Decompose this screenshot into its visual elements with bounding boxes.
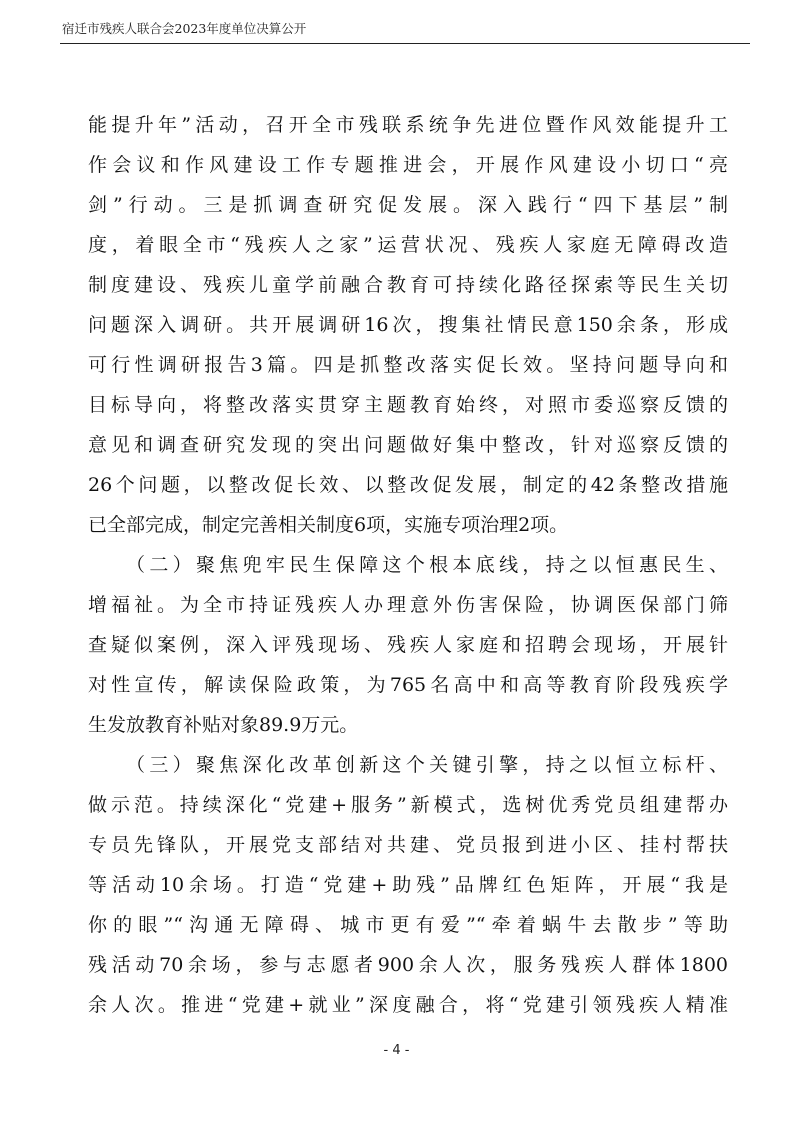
text-line: 26个问题，以整改促长效、以整改促发展，制定的42条整改措施	[88, 474, 728, 496]
text-line: 增福祉。为全市持证残疾人办理意外伤害保险，协调医保部门筛	[88, 594, 728, 616]
document-body	[88, 105, 728, 1025]
text-line: 意见和调查研究发现的突出问题做好集中整改，针对巡察反馈的	[88, 434, 728, 456]
text-line: 制度建设、残疾儿童学前融合教育可持续化路径探索等民生关切	[88, 274, 728, 296]
header-title: 宿迁市残疾人联合会2023年度单位决算公开	[62, 21, 307, 36]
text-line: 等活动10余场。打造“党建+助残”品牌红色矩阵，开展“我是	[88, 874, 728, 896]
text-line: 查疑似案例，深入评残现场、残疾人家庭和招聘会现场，开展针	[88, 634, 728, 656]
page-header	[60, 21, 750, 44]
text-line: 生发放教育补贴对象89.9万元。	[88, 714, 359, 736]
section-heading-2: （二）聚焦兜牢民生保障这个根本底线，持之以恒惠民生、	[126, 554, 728, 576]
text-line: 度，着眼全市“残疾人之家”运营状况、残疾人家庭无障碍改造	[88, 234, 728, 256]
text-line: 作会议和作风建设工作专题推进会，开展作风建设小切口“亮	[88, 154, 728, 176]
text-line: 专员先锋队，开展党支部结对共建、党员报到进小区、挂村帮扶	[88, 834, 728, 856]
text-line: 余人次。推进“党建+就业”深度融合，将“党建引领残疾人精准	[88, 994, 728, 1016]
text-line: 能提升年”活动，召开全市残联系统争先进位暨作风效能提升工	[88, 114, 728, 136]
section-heading-3: （三）聚焦深化改革创新这个关键引擎，持之以恒立标杆、	[126, 754, 728, 776]
text-line: 可行性调研报告3篇。四是抓整改落实促长效。坚持问题导向和	[88, 354, 728, 376]
text-line: 剑”行动。三是抓调查研究促发展。深入践行“四下基层”制	[88, 194, 728, 216]
text-line: 做示范。持续深化“党建+服务”新模式，选树优秀党员组建帮办	[88, 794, 728, 816]
text-line: 对性宣传，解读保险政策，为765名高中和高等教育阶段残疾学	[88, 674, 728, 696]
text-line: 已全部完成，制定完善相关制度6项，实施专项治理2项。	[88, 514, 569, 536]
text-line: 你的眼”“沟通无障碍、城市更有爱”“牵着蜗牛去散步”等助	[88, 914, 728, 936]
text-line: 残活动70余场，参与志愿者900余人次，服务残疾人群体1800	[88, 954, 728, 976]
text-line: 问题深入调研。共开展调研16次，搜集社情民意150余条，形成	[88, 314, 728, 336]
page-number: - 4 -	[383, 1043, 410, 1058]
text-line: 目标导向，将整改落实贯穿主题教育始终，对照市委巡察反馈的	[88, 394, 728, 416]
